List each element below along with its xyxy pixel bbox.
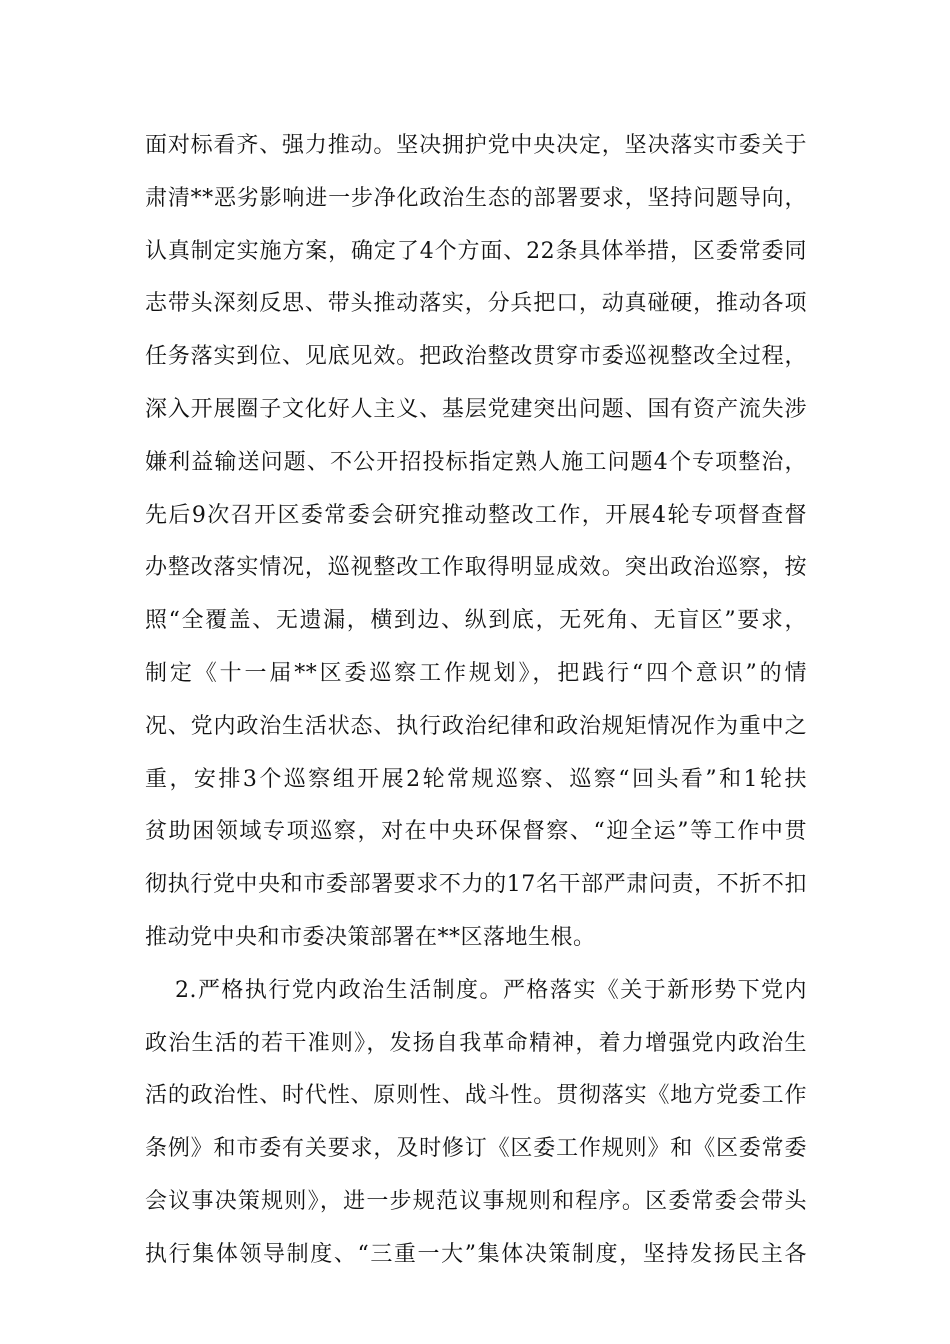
text-line: 照“全覆盖、无遗漏，横到边、纵到底，无死角、无盲区”要求， <box>145 608 807 634</box>
text-line: 况、党内政治生活状态、执行政治纪律和政治规矩情况作为重中之 <box>145 713 807 739</box>
text-line: 会议事决策规则》，进一步规范议事规则和程序。区委常委会带头 <box>145 1188 807 1214</box>
text-line: 制定《十一届**区委巡察工作规划》，把践行“四个意识”的情 <box>145 660 807 686</box>
text-line: 彻执行党中央和市委部署要求不力的17名干部严肃问责，不折不扣 <box>145 872 807 898</box>
section-heading-line: 2.严格执行党内政治生活制度。严格落实《关于新形势下党内 <box>175 977 807 1003</box>
text-line: 执行集体领导制度、“三重一大”集体决策制度，坚持发扬民主各 <box>145 1241 807 1267</box>
document-body <box>145 132 807 1294</box>
text-line: 深入开展圈子文化好人主义、基层党建突出问题、国有资产流失涉 <box>145 396 807 422</box>
text-line: 志带头深刻反思、带头推动落实，分兵把口，动真碰硬，推动各项 <box>145 291 807 317</box>
text-line: 条例》和市委有关要求，及时修订《区委工作规则》和《区委常委 <box>145 1136 807 1162</box>
text-line: 贫助困领域专项巡察，对在中央环保督察、“迎全运”等工作中贯 <box>145 819 807 845</box>
text-line: 嫌利益输送问题、不公开招投标指定熟人施工问题4个专项整治， <box>145 449 807 475</box>
text-line: 先后9次召开区委常委会研究推动整改工作，开展4轮专项督查督 <box>145 502 807 528</box>
text-line: 认真制定实施方案，确定了4个方面、22条具体举措，区委常委同 <box>145 238 807 264</box>
text-line: 政治生活的若干准则》，发扬自我革命精神，着力增强党内政治生 <box>145 1030 807 1056</box>
text-line: 任务落实到位、见底见效。把政治整改贯穿市委巡视整改全过程， <box>145 344 807 370</box>
text-line: 肃清**恶劣影响进一步净化政治生态的部署要求，坚持问题导向， <box>145 185 807 211</box>
text-line: 活的政治性、时代性、原则性、战斗性。贯彻落实《地方党委工作 <box>145 1083 807 1109</box>
text-line: 办整改落实情况，巡视整改工作取得明显成效。突出政治巡察，按 <box>145 555 807 581</box>
text-line: 面对标看齐、强力推动。坚决拥护党中央决定，坚决落实市委关于 <box>145 133 807 158</box>
paragraph-end-line: 推动党中央和市委决策部署在**区落地生根。 <box>145 924 596 950</box>
text-line: 重，安排3个巡察组开展2轮常规巡察、巡察“回头看”和1轮扶 <box>145 766 807 792</box>
